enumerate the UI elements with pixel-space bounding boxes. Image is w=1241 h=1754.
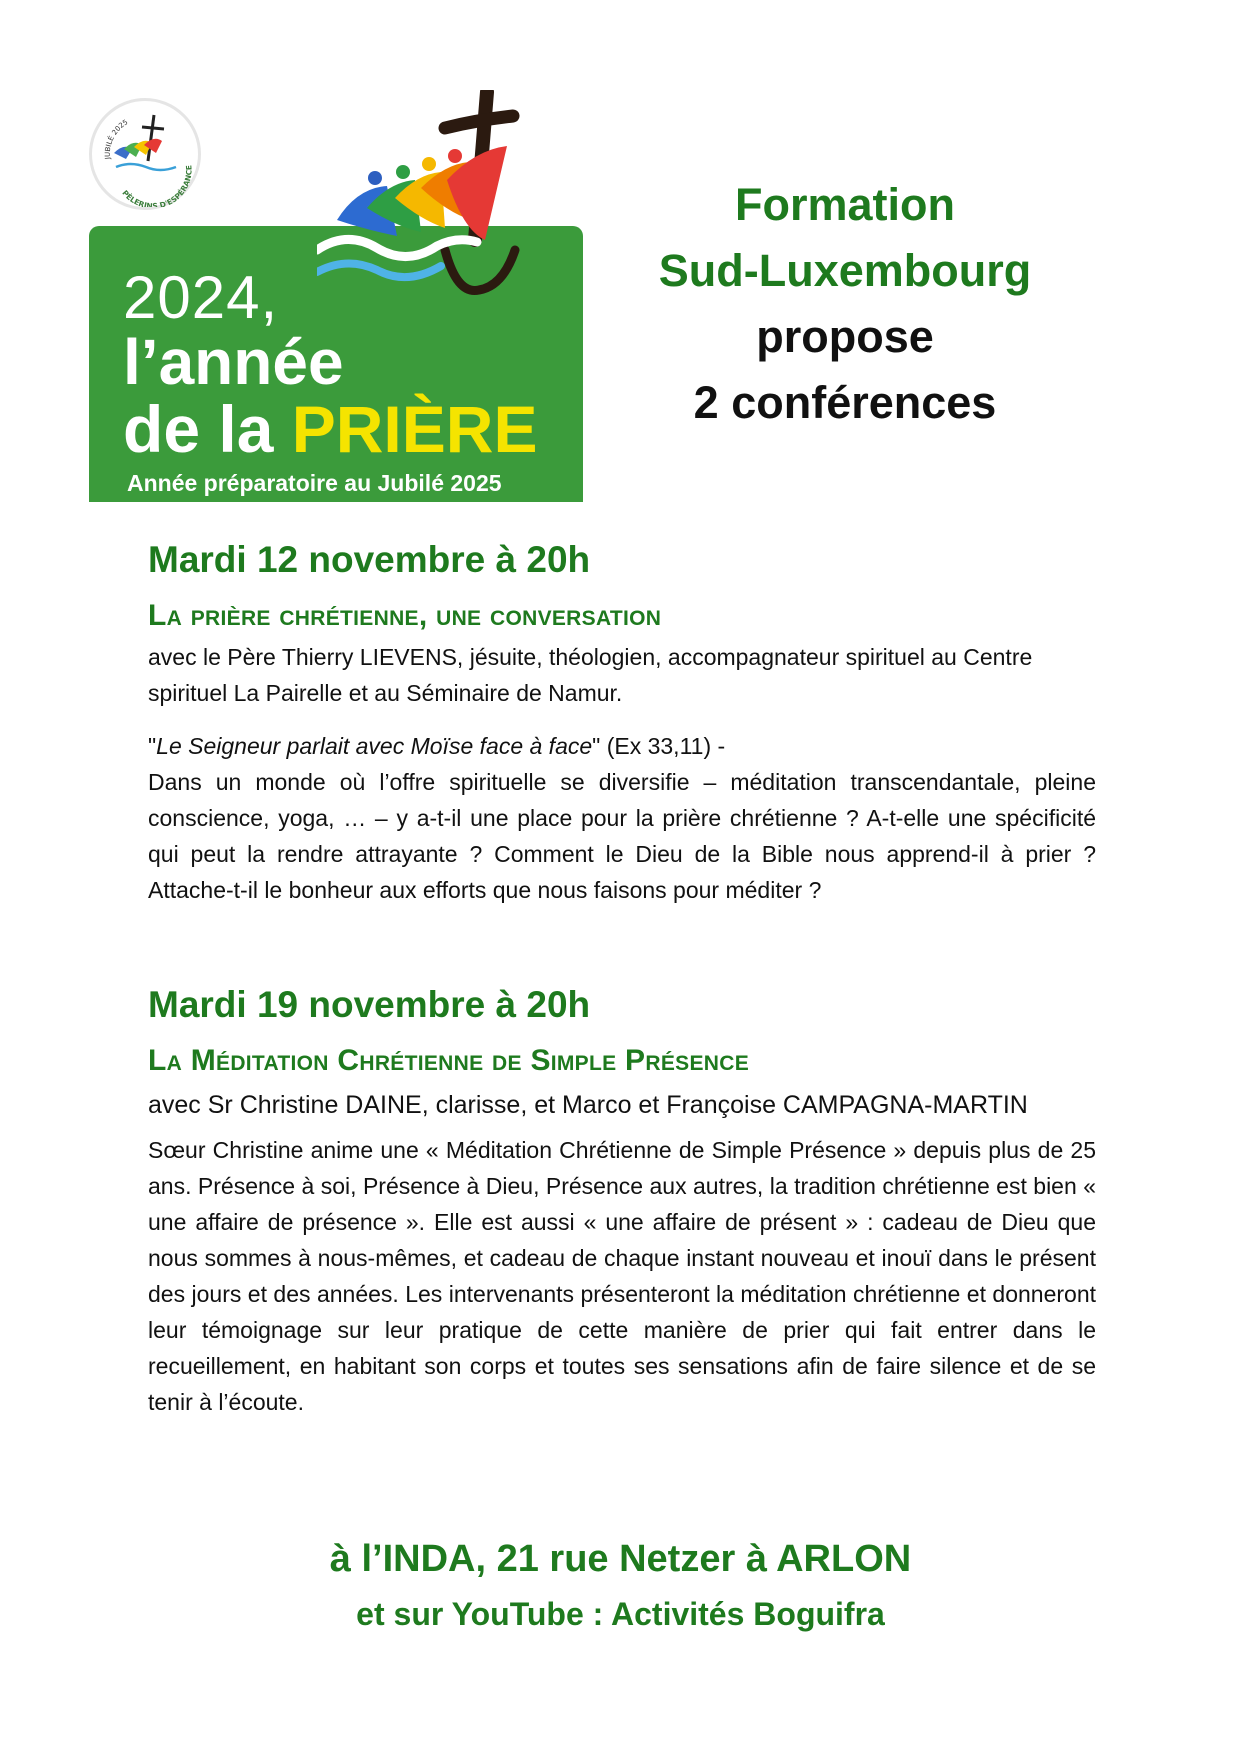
event-1-quote-line: "Le Seigneur parlait avec Moïse face à face" (Ex 33,11) - (148, 733, 726, 759)
event-2-title: La Méditation Chrétienne de Simple Présence (148, 1044, 749, 1078)
event-2-speaker: avec Sr Christine DAINE, clarisse, et Marco et Françoise CAMPAGNA-MARTIN (148, 1091, 1028, 1120)
event-1 (148, 538, 1098, 711)
event-1-body: Dans un monde où l’offre spirituelle se diversifie – méditation transcendantale, pleine conscience, yoga, … – y a-t-il une place pour la prière chrétienne ? A-t-elle une spécificité qui peut la rendre attrayante ? Comment le Dieu de la Bible nous apprend-il à prier ? Attache-t-il le bonheur aux efforts que nous faisons pour méditer ? (148, 769, 1096, 903)
event-1-description (148, 728, 1096, 908)
footer-location: à l’INDA, 21 rue Netzer à ARLON (329, 1538, 912, 1580)
banner-subtitle: Année préparatoire au Jubilé 2025 (127, 470, 502, 496)
jubilee-badge-icon (92, 101, 198, 207)
pilgrims-cross-anchor-icon (317, 90, 587, 330)
banner-year: 2024, (123, 264, 279, 331)
badge-top-text: JUBILÉ 2025 (103, 118, 130, 160)
footer-youtube: et sur YouTube : Activités Boguifra (356, 1596, 885, 1632)
banner-annee: l’année (123, 326, 344, 398)
event-1-quote-ref: " (Ex 33,11) - (592, 733, 726, 759)
banner-priere: PRIÈRE (291, 392, 538, 466)
event-1-title: La prière chrétienne, une conversation (148, 599, 662, 633)
banner-de-la: de la (123, 392, 274, 466)
badge-bottom-text: PÈLERINS D'ESPÉRANCE (120, 164, 194, 207)
jubilee-banner (89, 90, 583, 502)
header-propose: propose (756, 311, 934, 362)
event-1-quote: Le Seigneur parlait avec Moïse face à face (156, 733, 593, 759)
header-sud-luxembourg: Sud-Luxembourg (658, 245, 1032, 296)
header-conferences: 2 conférences (693, 377, 997, 428)
jubilee-badge-logo (89, 98, 201, 210)
header-formation: Formation (735, 179, 955, 230)
event-2 (148, 983, 1096, 1420)
event-1-date: Mardi 12 novembre à 20h (148, 539, 591, 580)
event-2-date: Mardi 19 novembre à 20h (148, 984, 591, 1025)
banner-de-la-priere (123, 392, 538, 466)
header-announcement (620, 172, 1070, 436)
event-2-body: Sœur Christine anime une « Méditation Chrétienne de Simple Présence » depuis plus de 25 ans. Présence à soi, Présence à Dieu, Présence aux autres, la tradition chrétienne est bien « une affaire de présence ». Elle est aussi « une affaire de présent » : cadeau de Dieu que nous sommes à nous-mêmes, et cadeau de chaque instant nouveau et inouï dans le présent des jours et des années. Les intervenants présenteront la méditation chrétienne et donneront leur témoignage sur leur pratique de cette manière de prier qui fait entrer dans le recueillement, en habitant son corps et toutes ses sensations afin de faire silence et de se tenir à l’écoute. (148, 1137, 1096, 1416)
event-1-speaker: avec le Père Thierry LIEVENS, jésuite, théologien, accompagnateur spirituel au Centre spirituel La Pairelle et au Séminaire de Namur. (148, 644, 1033, 707)
